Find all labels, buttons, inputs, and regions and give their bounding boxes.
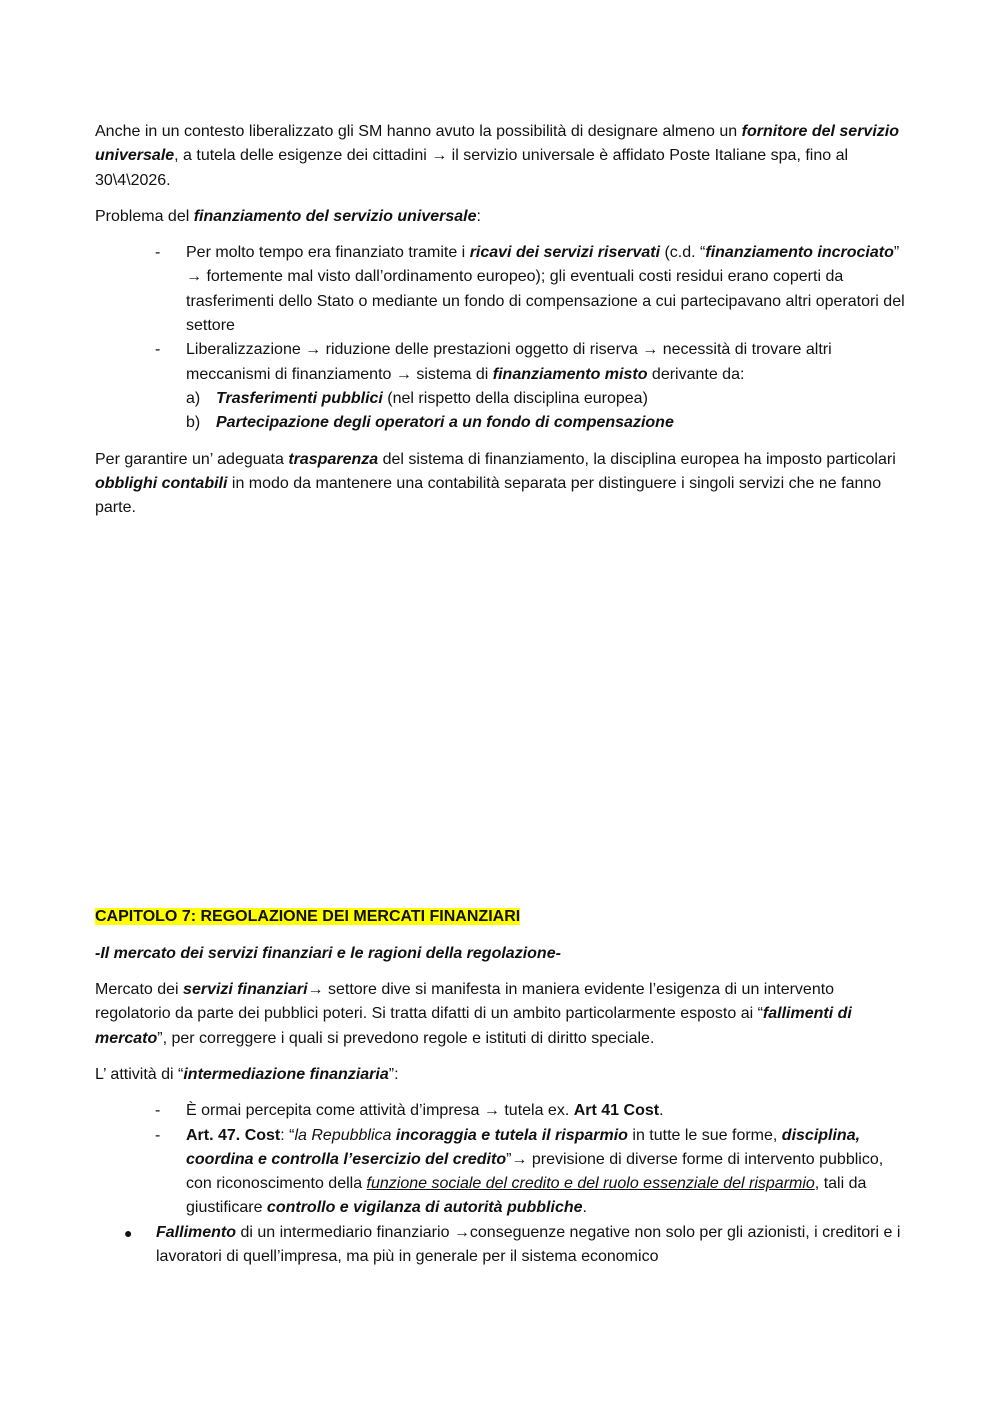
- underlined-phrase: funzione sociale del credito e del ruolo essenziale del risparmio: [366, 1175, 815, 1193]
- list-item: - Liberalizzazione → riduzione delle prestazioni oggetto di riserva → necessità di trovare altri meccanismi di finanziamento → sistema di finanziamento misto derivante da: a) Trasferimenti pubblici (nel rispetto della disciplina europea) b) Partecipazione degli operatori a un fondo di compensazione: [95, 338, 907, 435]
- page-spacer: [95, 532, 907, 905]
- paragraph-problema-finanziamento: Problema del finanziamento del servizio universale:: [95, 207, 481, 225]
- paragraph-servizio-universale: Anche in un contesto liberalizzato gli SM hanno avuto la possibilità di designare almeno un fornitore del servizio universale, a tutela delle esigenze dei cittadini → il servizio universale è affidato Poste Italiane spa, fino al 30\4\2026.: [95, 123, 899, 189]
- list-item: ● Fallimento di un intermediario finanziario →conseguenze negative non solo per gli azionisti, i creditori e i lavoratori di quell’impresa, ma più in generale per il sistema economico: [95, 1221, 907, 1270]
- paragraph-servizi-finanziari: Mercato dei servizi finanziari→ settore dive si manifesta in maniera evidente l’esigenza di un intervento regolatorio da parte dei pubblici poteri. Si tratta difatti di un ambito particolarmente esposto ai “fallimenti di mercato”, per correggere i quali si prevedono regole e istituti di diritto speciale.: [95, 981, 852, 1047]
- list-item: b) Partecipazione degli operatori a un fondo di compensazione: [186, 414, 674, 432]
- paragraph-intermediazione: L’ attività di “intermediazione finanziaria”:: [95, 1065, 399, 1083]
- dash-marker: -: [155, 1126, 161, 1144]
- list-item: - Per molto tempo era finanziato tramite i ricavi dei servizi riservati (c.d. “finanziamento incrociato” → fortemente mal visto dall’ordinamento europeo); gli eventuali costi residui erano coperti da trasferimenti dello Stato o mediante un fondo di compensazione a cui partecipavano altri operatori del settore: [95, 241, 907, 338]
- dash-marker: -: [155, 244, 161, 262]
- list-item: a) Trasferimenti pubblici (nel rispetto della disciplina europea): [186, 389, 648, 407]
- paragraph-trasparenza: Per garantire un’ adeguata trasparenza del sistema di finanziamento, la disciplina europea ha imposto particolari obblighi contabili in modo da mantenere una contabilità separata per distinguere i singoli servizi che ne fanno parte.: [95, 450, 896, 517]
- list-item: - Art. 47. Cost: “la Repubblica incoraggia e tutela il risparmio in tutte le sue forme, disciplina, coordina e controlla l’esercizio del credito”→ previsione di diverse forme di intervento pubblico, con riconoscimento della funzione sociale del credito e del ruolo essenziale del risparmio, tali da giustificare controllo e vigilanza di autorità pubbliche.: [95, 1124, 907, 1221]
- document-page: [95, 120, 907, 1281]
- bold-term: fornitore del servizio universale: [95, 123, 899, 165]
- bullet-list-fallimento: [95, 1221, 907, 1270]
- bold-term: finanziamento del servizio universale: [193, 207, 477, 225]
- chapter-title: CAPITOLO 7: REGOLAZIONE DEI MERCATI FINANZIARI: [95, 908, 521, 926]
- bullet-marker: ●: [124, 1224, 133, 1241]
- dash-marker: -: [155, 341, 161, 359]
- section-subtitle: -Il mercato dei servizi finanziari e le ragioni della regolazione-: [95, 944, 561, 962]
- dash-marker: -: [155, 1102, 161, 1120]
- list-item: - È ormai percepita come attività d’impresa → tutela ex. Art 41 Cost.: [95, 1099, 907, 1123]
- dash-list-intermediazione: [95, 1099, 907, 1220]
- alpha-sublist: [186, 387, 907, 436]
- dash-list-finanziamento: [95, 241, 907, 435]
